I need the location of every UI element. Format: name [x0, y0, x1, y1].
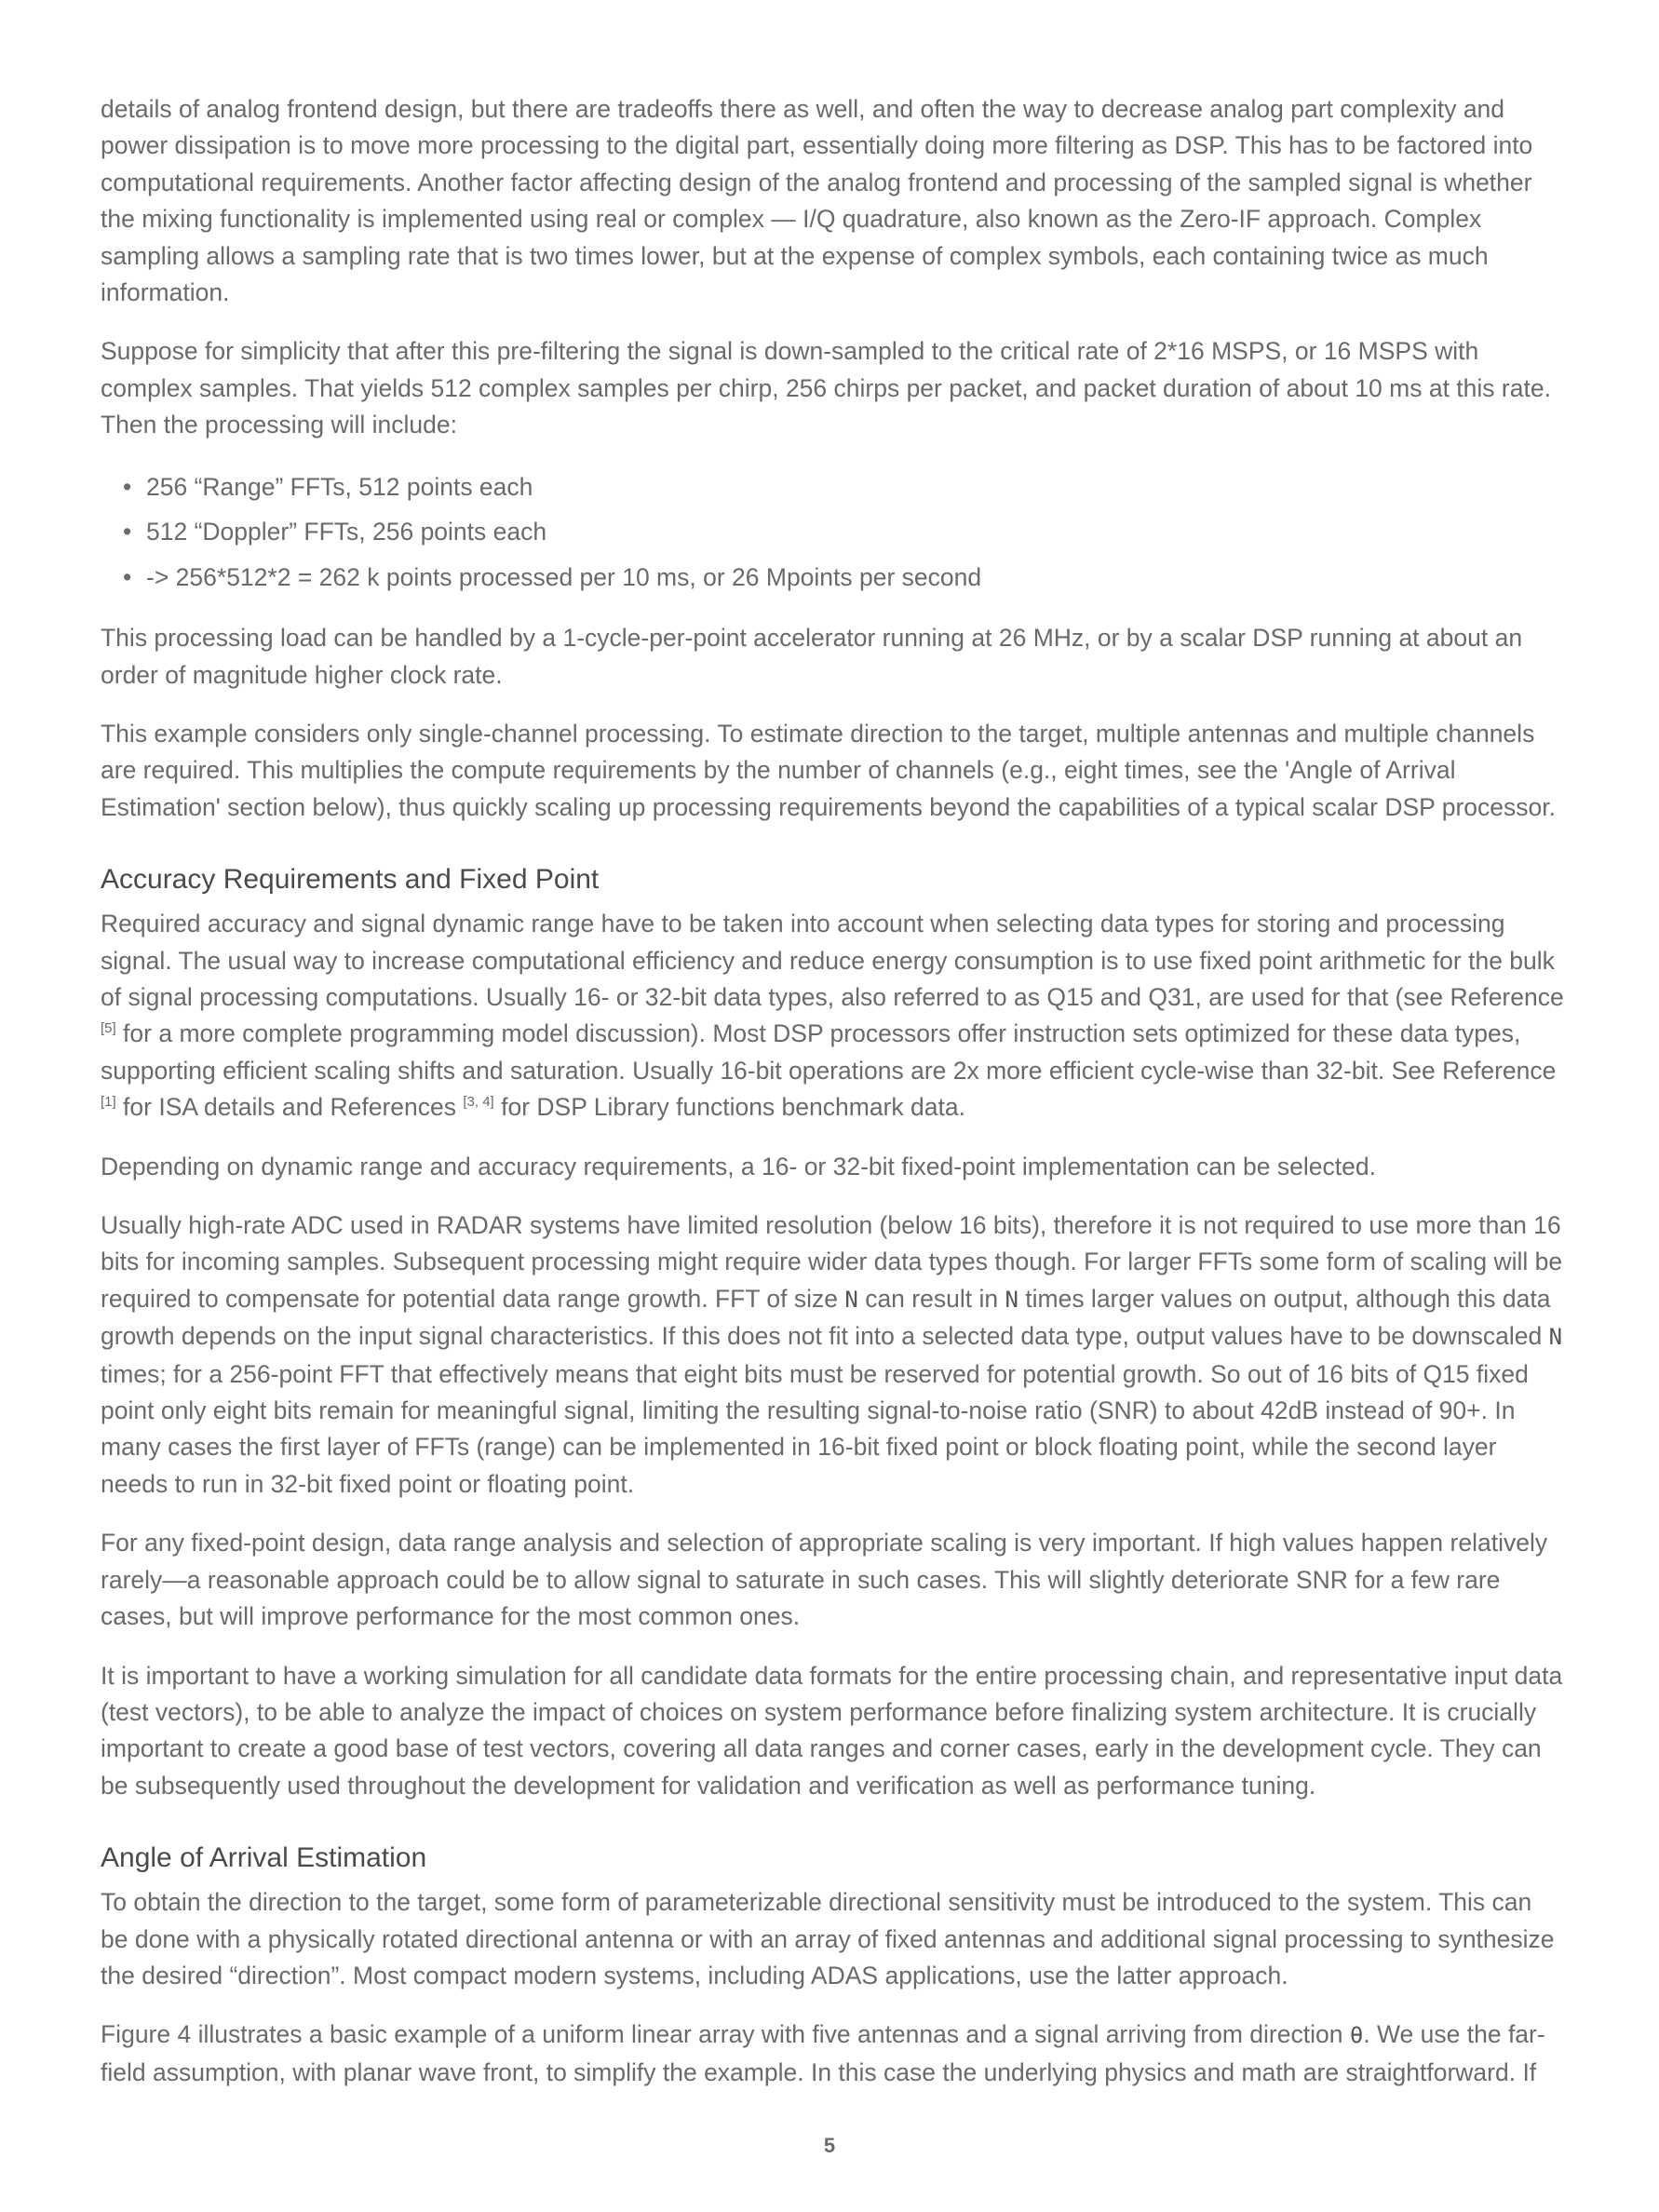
list-item-text: 512 “Doppler” FFTs, 256 points each [146, 518, 547, 546]
reference-marker: [1] [101, 1094, 116, 1111]
paragraph [101, 1207, 1564, 1503]
bullet-icon: • [123, 472, 132, 501]
paragraph: This processing load can be handled by a 1-cycle-per-point accelerator running at 26 MHz, or by a scalar DSP running at about an order of magnitude higher clock rate. [101, 624, 1523, 689]
text-run: Figure 4 illustrates a basic example of a uniform linear array with five antennas and a signal arriving from direction [101, 2020, 1350, 2049]
bullet-icon: • [123, 562, 132, 591]
list-item [101, 555, 1564, 600]
text-run: Usually high-rate ADC used in RADAR systems have limited resolution (below 16 bits), therefore it is not required to use more than 16 bits for incoming samples. Subsequent processing might require wider data types though. For larger FFTs some form of scaling will be required to compensate for potential data range growth. FFT of size [101, 1211, 1563, 1313]
page-number: 5 [823, 2134, 836, 2157]
paragraph: To obtain the direction to the target, some form of parameterizable directional sensitivity must be introduced to the system. This can be done with a physically rotated directional antenna or with an array of fixed antennas and additional signal processing to synthesize the desired “direction”. Most compact modern systems, including ADAS applications, use the latter approach. [101, 1888, 1555, 1989]
section-heading-angle: Angle of Arrival Estimation [101, 1842, 427, 1874]
math-symbol: θ [1349, 2022, 1364, 2049]
list-item [101, 465, 1564, 510]
math-symbol: N [844, 1286, 858, 1313]
text-run: . We use the far-field assumption, with planar wave front, to simplify the example. In this case the underlying physics and math are straightforward. If [101, 2020, 1545, 2086]
paragraph: It is important to have a working simulation for all candidate data formats for the entire processing chain, and representative input data (test vectors), to be able to analyze the impact of choices on system performance before finalizing system architecture. It is crucially important to create a good base of test vectors, covering all data ranges and corner cases, early in the development cycle. They can be subsequently used throughout the development for validation and verification as well as performance tuning. [101, 1661, 1563, 1800]
list-item [101, 509, 1564, 555]
text-run: Required accuracy and signal dynamic range have to be taken into account when selecting data types for storing and processing signal. The usual way to increase computational efficiency and reduce energy consumption is to use fixed point arithmetic for the bulk of signal processing computations. Usually 16- or 32-bit data types, also referred to as Q15 and Q31, are used for that (see Reference [101, 910, 1564, 1011]
paragraph [101, 906, 1564, 1126]
text-run: times; for a 256-point FFT that effectively means that eight bits must be reserved for potential growth. So out of 16 bits of Q15 fixed point only eight bits remain for meaningful signal, limiting the resulting signal-to-noise ratio (SNR) to about 42dB instead of 90+. In many cases the first layer of FFTs (range) can be implemented in 16-bit fixed point or block floating point, while the second layer needs to run in 32-bit fixed point or floating point. [101, 1359, 1529, 1498]
math-symbol: N [1548, 1324, 1563, 1351]
list-item-text: -> 256*512*2 = 262 k points processed per 10 ms, or 26 Mpoints per second [146, 562, 982, 591]
text-run: times larger values on output, although this data growth depends on the input signal characteristics. If this does not fit into a selected data type, output values have to be downscaled [101, 1284, 1551, 1351]
paragraph: details of analog frontend design, but there are tradeoffs there as well, and often the way to decrease analog part complexity and power dissipation is to move more processing to the digital part, essentially doing more filtering as DSP. This has to be factored into computational requirements. Another factor affecting design of the analog frontend and processing of the sampled signal is whether the mixing functionality is implemented using real or complex — I/Q quadrature, also known as the Zero-IF approach. Complex sampling allows a sampling rate that is two times lower, but at the expense of complex symbols, each containing twice as much information. [101, 95, 1533, 307]
text-run: for DSP Library functions benchmark data. [493, 1093, 965, 1122]
paragraph: Suppose for simplicity that after this pre-filtering the signal is down-sampled to the critical rate of 2*16 MSPS, or 16 MSPS with complex samples. That yields 512 complex samples per chirp, 256 chirps per packet, and packet duration of about 10 ms at this rate. Then the processing will include: [101, 337, 1551, 439]
reference-marker: [5] [101, 1020, 116, 1037]
math-symbol: N [1005, 1286, 1018, 1313]
text-run: for a more complete programming model discussion). Most DSP processors offer instruction sets optimized for these data types, supporting efficient scaling shifts and saturation. Usually 16-bit operations are 2x more efficient cycle-wise than 32-bit. See Reference [101, 1019, 1557, 1085]
text-run: can result in [857, 1284, 1005, 1313]
page-body [101, 91, 1564, 2113]
list-item-text: 256 “Range” FFTs, 512 points each [146, 472, 533, 501]
section-heading-accuracy: Accuracy Requirements and Fixed Point [101, 864, 600, 896]
bullet-list [101, 465, 1564, 600]
paragraph: Depending on dynamic range and accuracy requirements, a 16- or 32-bit fixed-point implementation can be selected. [101, 1152, 1376, 1180]
paragraph: For any fixed-point design, data range analysis and selection of appropriate scaling is very important. If high values happen relatively rarely—a reasonable approach could be to allow signal to saturate in such cases. This will slightly deteriorate SNR for a few rare cases, but will improve performance for the most common ones. [101, 1529, 1548, 1631]
text-run: for ISA details and References [115, 1093, 464, 1122]
reference-marker: [3, 4] [463, 1094, 494, 1111]
paragraph [101, 2016, 1564, 2091]
bullet-icon: • [123, 518, 132, 546]
paragraph: This example considers only single-channel processing. To estimate direction to the target, multiple antennas and multiple channels are required. This multiplies the compute requirements by the number of channels (e.g., eight times, see the 'Angle of Arrival Estimation' section below), thus quickly scaling up processing requirements beyond the capabilities of a typical scalar DSP processor. [101, 719, 1556, 821]
